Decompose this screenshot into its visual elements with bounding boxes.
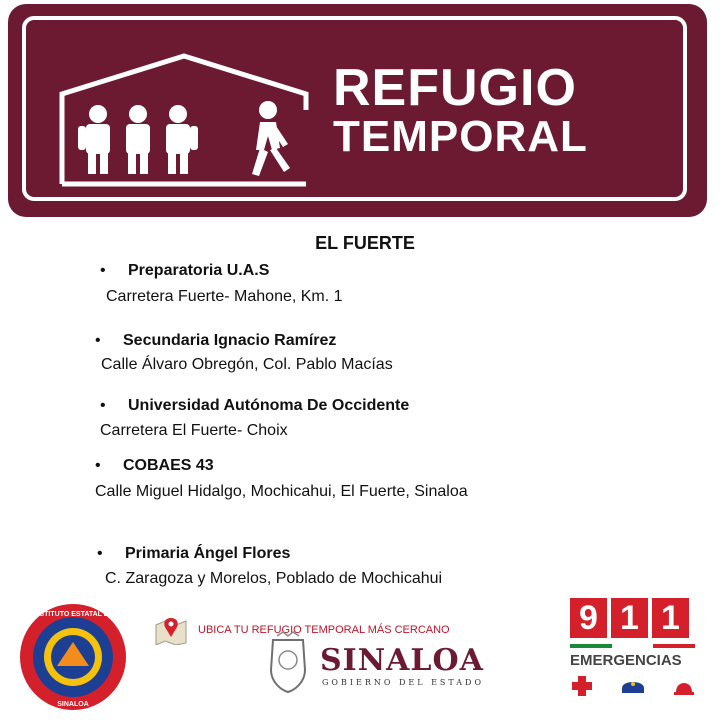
- bullet: •: [97, 545, 103, 562]
- shelter-name-text: Primaria Ángel Flores: [125, 545, 291, 562]
- shelter-name: [95, 457, 214, 475]
- shelter-name-text: Preparatoria U.A.S: [128, 262, 270, 279]
- map-pin-icon: [154, 615, 188, 645]
- emergency-label: EMERGENCIAS: [570, 652, 682, 669]
- banner-title-line2: TEMPORAL: [333, 112, 588, 161]
- banner-title-line1: REFUGIO: [333, 59, 577, 117]
- refugio-banner: [8, 4, 707, 217]
- svg-text:INSTITUTO ESTATAL DE: INSTITUTO ESTATAL DE: [32, 611, 114, 618]
- shelter-address: Carretera Fuerte- Mahone, Km. 1: [106, 288, 343, 305]
- shelter-name: [95, 332, 336, 350]
- shelter-name: [100, 262, 269, 280]
- emergency-number: [570, 598, 689, 638]
- people-group-icon: [78, 105, 198, 174]
- red-cross-icon: [572, 676, 592, 696]
- shelter-name-text: Secundaria Ignacio Ramírez: [123, 332, 337, 349]
- bullet: •: [95, 332, 101, 349]
- shelter-house-icon: [56, 52, 318, 192]
- walking-person-icon: [252, 101, 290, 176]
- firefighter-helmet-icon: [674, 683, 694, 695]
- locate-shelter-text: UBICA TU REFUGIO TEMPORAL MÁS CERCANO: [198, 624, 450, 636]
- emergency-digit: 1: [652, 598, 689, 638]
- emergency-digit: 1: [611, 598, 648, 638]
- shelter-name-text: COBAES 43: [123, 457, 214, 474]
- sinaloa-coat-of-arms-icon: [265, 630, 311, 694]
- shelter-name: [100, 397, 409, 415]
- state-subtitle: GOBIERNO DEL ESTADO: [322, 678, 485, 687]
- emergency-services-icons: [572, 674, 697, 698]
- shelter-name: [97, 545, 290, 563]
- emergency-digit: 9: [570, 598, 607, 638]
- flag-stripe: [570, 644, 695, 648]
- shelter-address: C. Zaragoza y Morelos, Poblado de Mochicahui: [105, 570, 443, 587]
- shelter-address: Calle Álvaro Obregón, Col. Pablo Macías: [101, 356, 393, 373]
- city-heading: EL FUERTE: [315, 233, 415, 253]
- shelter-address: Carretera El Fuerte- Choix: [100, 422, 288, 439]
- civil-protection-logo: [18, 600, 128, 712]
- state-name: SINALOA: [320, 643, 484, 678]
- shelter-name-text: Universidad Autónoma De Occidente: [128, 397, 410, 414]
- bullet: •: [100, 262, 106, 279]
- bullet: •: [95, 457, 101, 474]
- police-cap-icon: [622, 682, 644, 693]
- shelter-address: Calle Miguel Hidalgo, Mochicahui, El Fuerte, Sinaloa: [95, 483, 468, 500]
- bullet: •: [100, 397, 106, 414]
- svg-text:SINALOA: SINALOA: [57, 701, 89, 708]
